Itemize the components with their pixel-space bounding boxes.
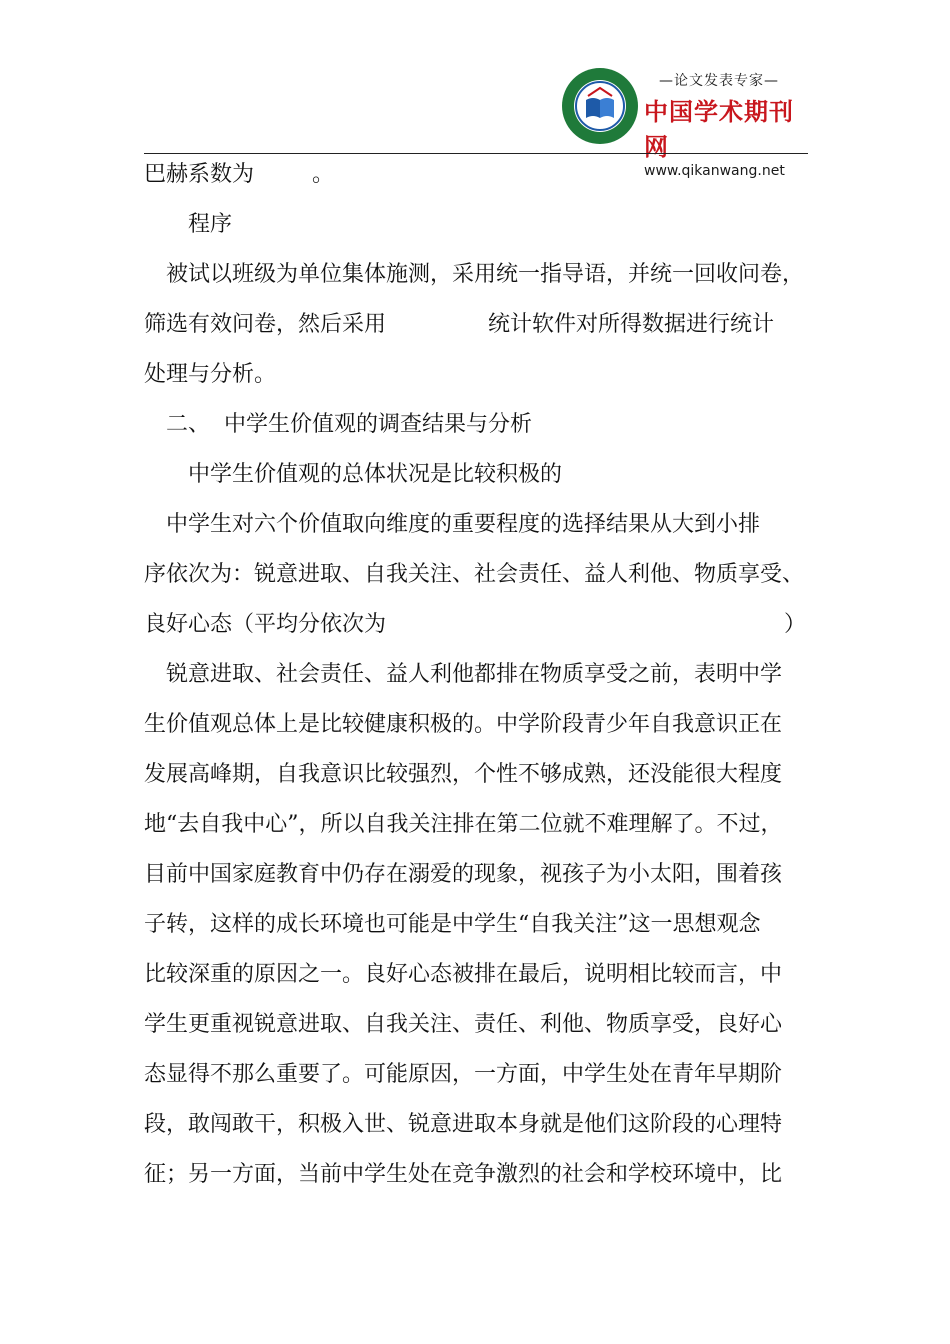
text-segment: 巴赫系数为 — [144, 162, 255, 187]
text-line-16: 子转，这样的成长环境也可能是中学生“自我关注”这一思想观念 — [144, 912, 761, 937]
text-line-4 — [144, 310, 774, 340]
logo-url: www.qikanwang.net — [644, 163, 785, 179]
qikanwang-seal-logo — [560, 66, 640, 146]
logo-text — [644, 70, 814, 179]
text-segment: 。 — [312, 162, 335, 187]
section-title: 中学生价值观的调查结果与分析 — [224, 412, 533, 437]
text-line-13: 发展高峰期，自我意识比较强烈，个性不够成熟，还没能很大程度 — [144, 762, 783, 787]
text-line-19: 态显得不那么重要了。可能原因，一方面，中学生处在青年早期阶 — [144, 1062, 783, 1087]
logo-slogan: —论文发表专家— — [659, 73, 779, 89]
text-line-17: 比较深重的原因之一。良好心态被排在最后，说明相比较而言，中 — [144, 962, 783, 987]
header-divider — [144, 153, 808, 154]
text-segment: 筛选有效问卷，然后采用 — [144, 312, 387, 337]
text-line-10 — [144, 610, 806, 640]
text-line-20: 段，敢闯敢干，积极入世、锐意进取本身就是他们这阶段的心理特 — [144, 1112, 783, 1137]
text-line-15: 目前中国家庭教育中仍存在溺爱的现象，视孩子为小太阳，围着孩 — [144, 862, 783, 887]
section-number: 二、 — [166, 412, 211, 437]
text-line-21: 征；另一方面，当前中学生处在竞争激烈的社会和学校环境中，比 — [144, 1162, 783, 1187]
text-line-8: 中学生对六个价值取向维度的重要程度的选择结果从大到小排 — [166, 512, 761, 537]
subheading-overall: 中学生价值观的总体状况是比较积极的 — [188, 462, 563, 487]
text-segment: 统计软件对所得数据进行统计 — [488, 312, 775, 337]
text-line-12: 生价值观总体上是比较健康积极的。中学阶段青少年自我意识正在 — [144, 712, 783, 737]
logo-brand-name: 中国学术期刊网 — [644, 98, 794, 161]
text-line-11: 锐意进取、社会责任、益人利他都排在物质享受之前，表明中学 — [166, 662, 783, 687]
text-line-9: 序依次为：锐意进取、自我关注、社会责任、益人利他、物质享受、 — [144, 562, 805, 587]
text-line-1 — [144, 160, 334, 190]
text-line-18: 学生更重视锐意进取、自我关注、责任、利他、物质享受，良好心 — [144, 1012, 783, 1037]
text-line-14: 地“去自我中心”，所以自我关注排在第二位就不难理解了。不过， — [144, 812, 783, 837]
header-logo — [560, 66, 810, 179]
text-segment: ） — [784, 612, 807, 637]
text-line-5: 处理与分析。 — [144, 362, 277, 387]
text-segment: 良好心态（平均分依次为 — [144, 612, 387, 637]
subheading-procedure: 程序 — [188, 212, 233, 237]
section-heading-2 — [166, 410, 532, 440]
text-line-3: 被试以班级为单位集体施测，采用统一指导语，并统一回收问卷， — [166, 262, 805, 287]
